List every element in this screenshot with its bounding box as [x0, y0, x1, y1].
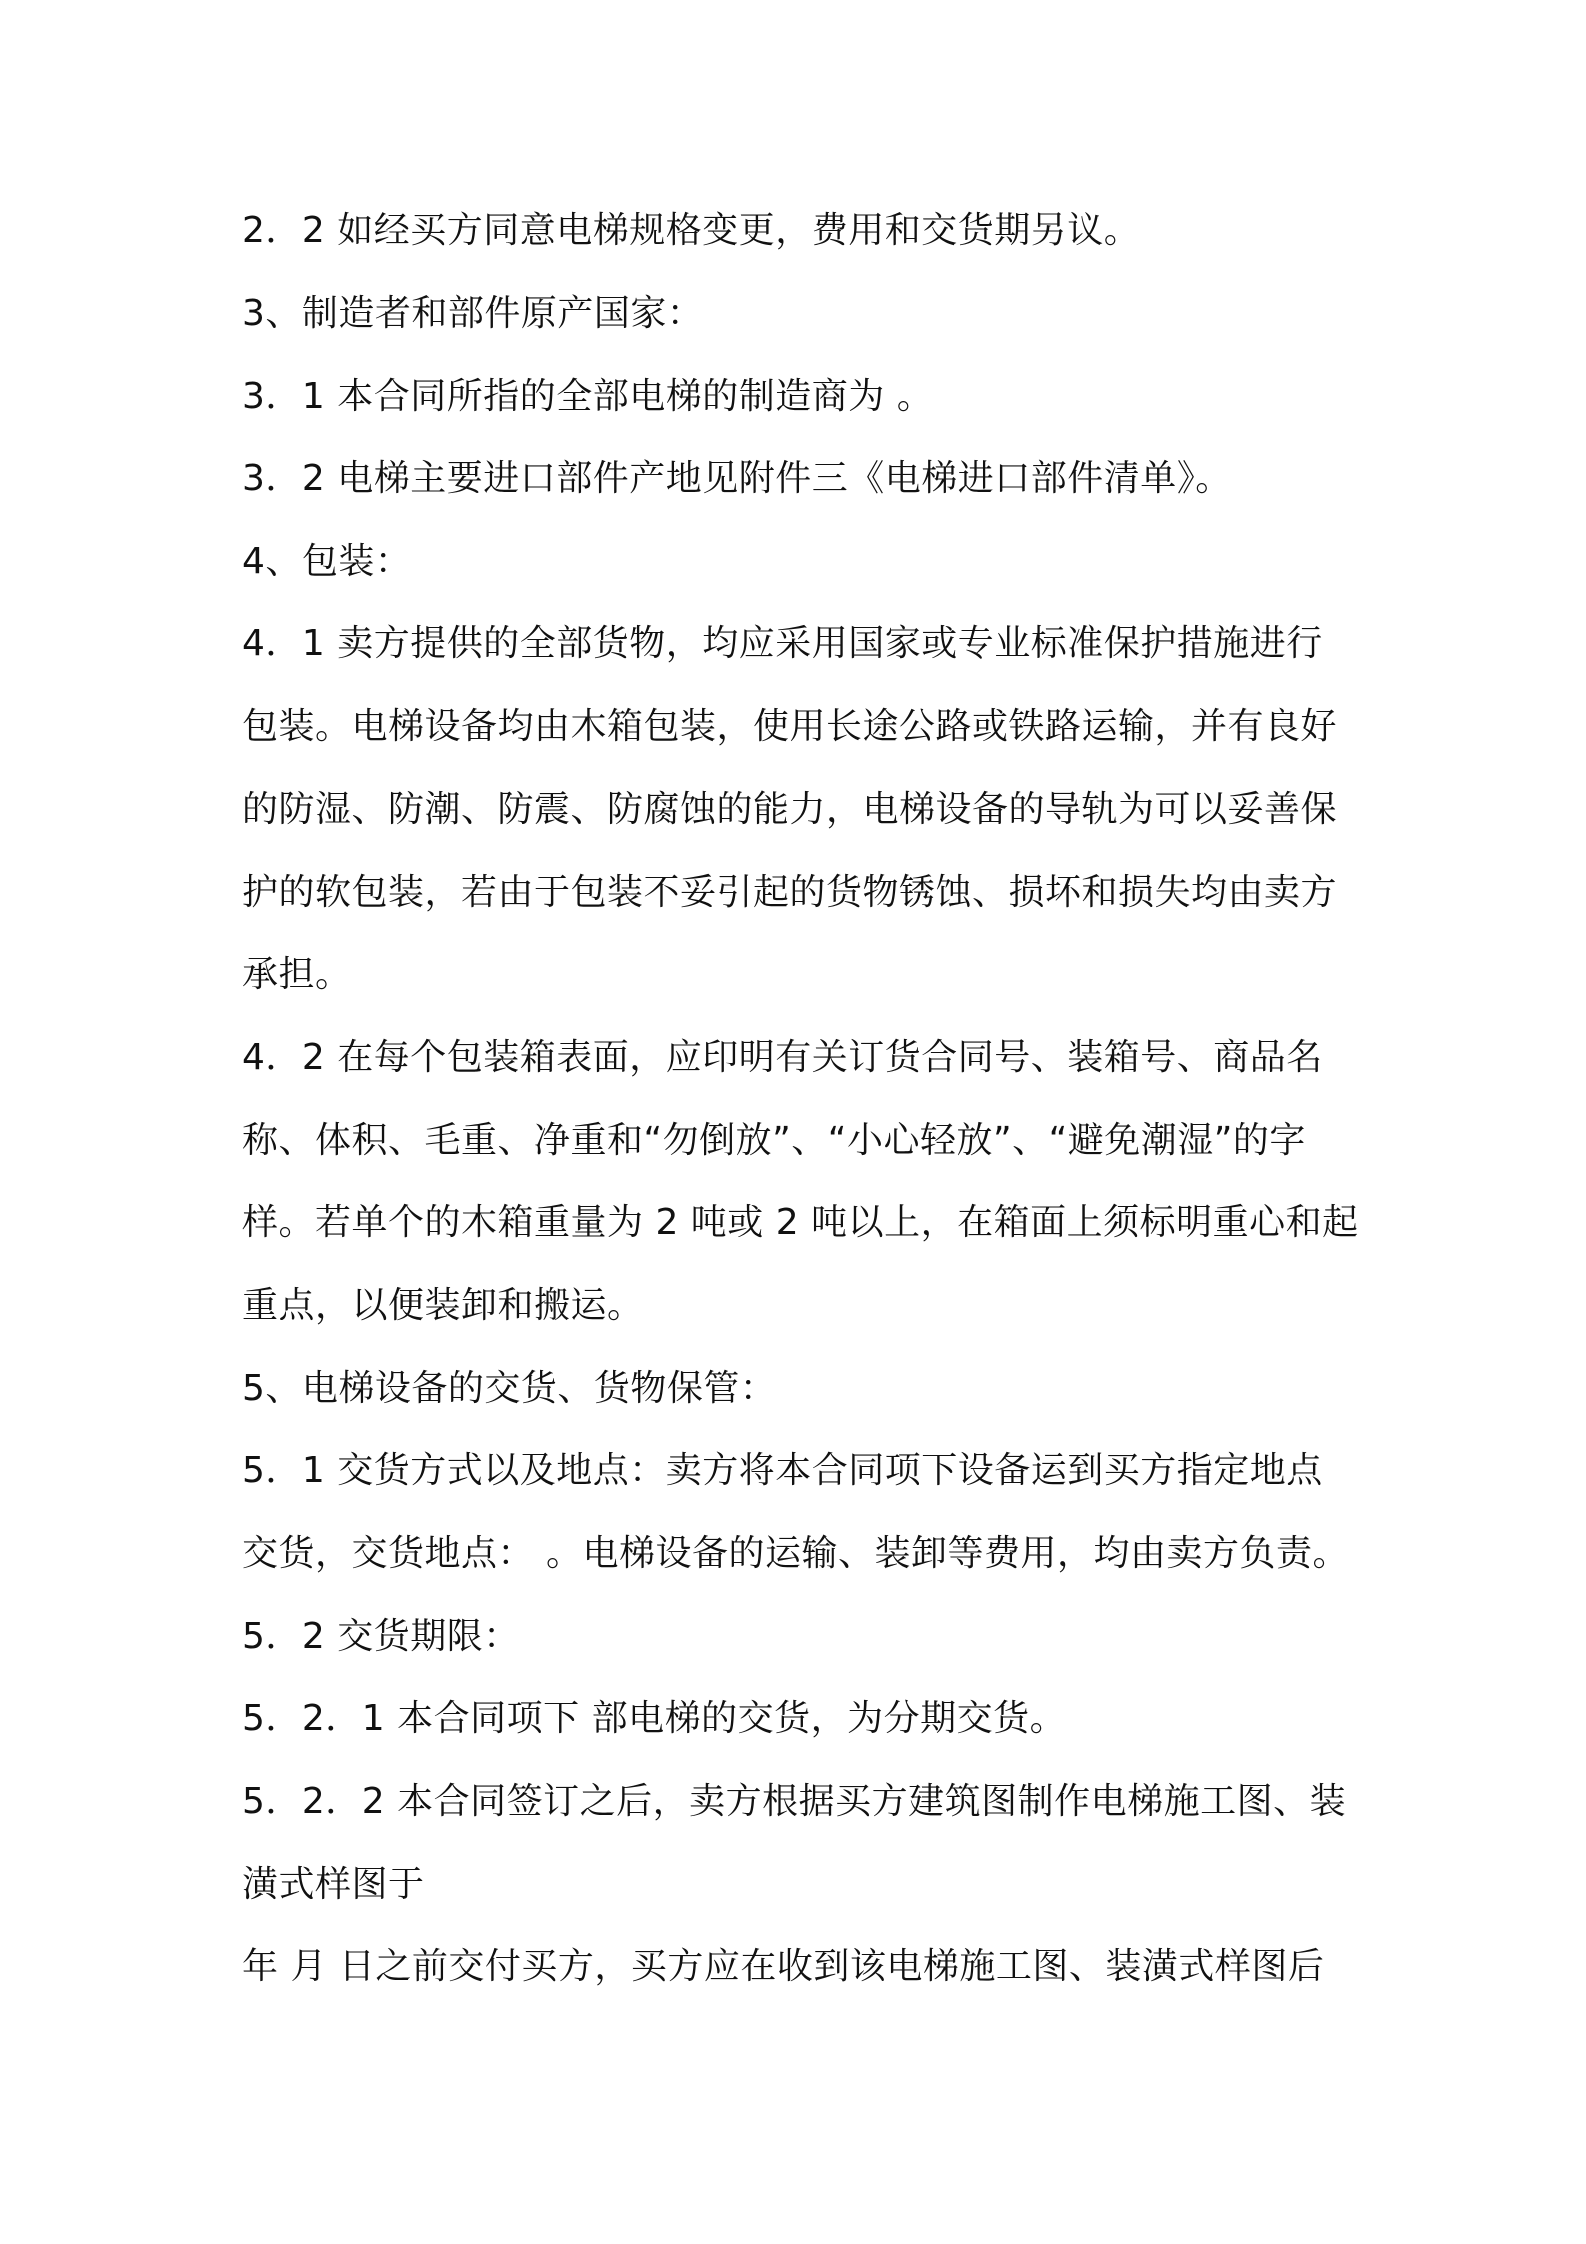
text-line: 5．2 交货期限：: [242, 1616, 520, 1657]
text-line: 承担。: [242, 954, 352, 995]
text-line: 4．2 在每个包装箱表面，应印明有关订货合同号、装箱号、商品名: [242, 1037, 1323, 1078]
text-line: 2．2 如经买方同意电梯规格变更，费用和交货期另议。: [242, 210, 1141, 251]
text-line: 5．1 交货方式以及地点：卖方将本合同项下设备运到买方指定地点: [242, 1450, 1323, 1491]
text-line: 重点，以便装卸和搬运。: [242, 1285, 644, 1326]
text-line: 交货，交货地点： 。电梯设备的运输、装卸等费用，均由卖方负责。: [242, 1533, 1349, 1574]
text-line: 4、包装：: [242, 541, 412, 582]
text-line: 称、体积、毛重、净重和“勿倒放”、“小心轻放”、“避免潮湿”的字: [242, 1120, 1306, 1161]
text-line: 3、制造者和部件原产国家：: [242, 293, 704, 334]
text-line: 包装。电梯设备均由木箱包装，使用长途公路或铁路运输，并有良好: [242, 706, 1338, 747]
text-line: 样。若单个的木箱重量为 2 吨或 2 吨以上，在箱面上须标明重心和起: [242, 1202, 1359, 1243]
text-line: 年 月 日之前交付买方，买方应在收到该电梯施工图、装潢式样图后: [242, 1946, 1325, 1987]
text-line: 3．1 本合同所指的全部电梯的制造商为 。: [242, 376, 934, 417]
text-line: 5．2．2 本合同签订之后，卖方根据买方建筑图制作电梯施工图、装: [242, 1781, 1347, 1822]
text-line: 5、电梯设备的交货、货物保管：: [242, 1368, 777, 1409]
text-line: 的防湿、防潮、防震、防腐蚀的能力，电梯设备的导轨为可以妥善保: [242, 789, 1338, 830]
text-line: 3．2 电梯主要进口部件产地见附件三《电梯进口部件清单》。: [242, 458, 1232, 499]
text-line: 4．1 卖方提供的全部货物，均应采用国家或专业标准保护措施进行: [242, 623, 1323, 664]
text-line: 5．2．1 本合同项下 部电梯的交货，为分期交货。: [242, 1698, 1067, 1739]
text-line: 潢式样图于: [242, 1864, 425, 1905]
text-line: 护的软包装，若由于包装不妥引起的货物锈蚀、损坏和损失均由卖方: [242, 872, 1338, 913]
